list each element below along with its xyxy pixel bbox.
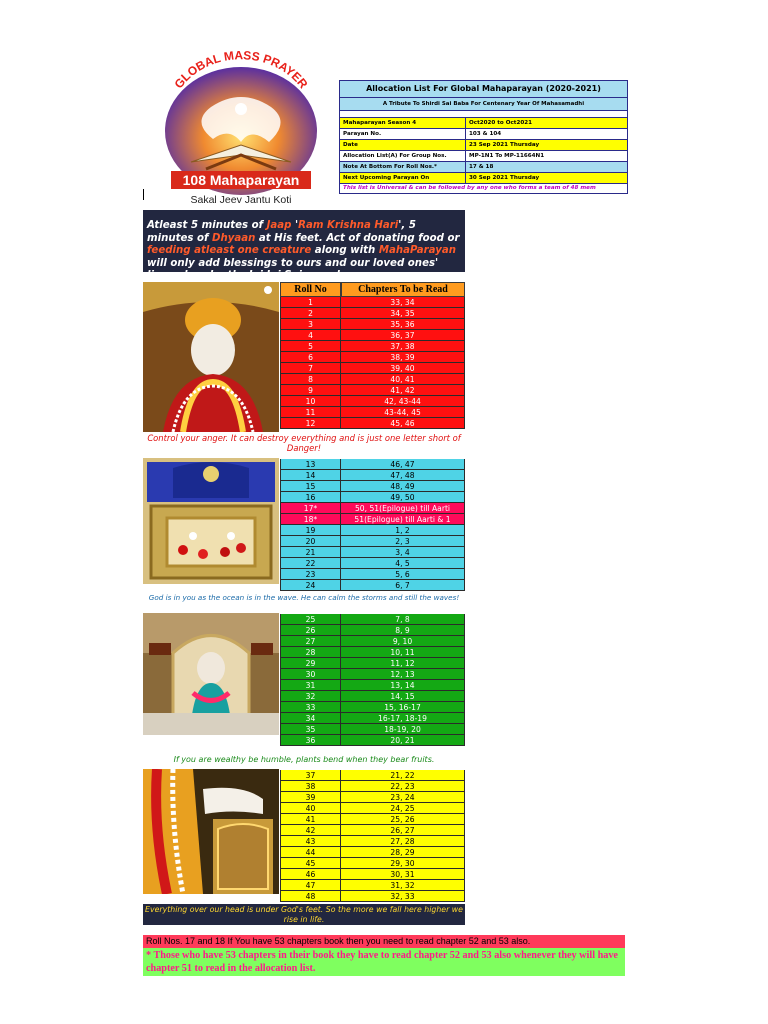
chapters-cell: 13, 14 bbox=[341, 680, 465, 691]
chapters-cell: 5, 6 bbox=[341, 569, 465, 580]
chapters-cell: 31, 32 bbox=[341, 880, 465, 891]
table-row bbox=[280, 407, 465, 418]
header-row-value: 17 & 18 bbox=[469, 164, 494, 170]
header-row-value: MP-1N1 To MP-11664N1 bbox=[469, 153, 545, 159]
table-row bbox=[280, 374, 465, 385]
chapters-cell: 38, 39 bbox=[341, 352, 465, 363]
roll-number-cell: 38 bbox=[280, 781, 341, 792]
header-spacer-row bbox=[340, 111, 627, 118]
allocation-header-table bbox=[339, 80, 628, 194]
banner-highlight: Ram Krishna Hari bbox=[298, 220, 399, 231]
table-row bbox=[280, 713, 465, 724]
header-row-next-parayan bbox=[340, 173, 627, 184]
table-row bbox=[280, 580, 465, 591]
header-row-label: Date bbox=[340, 140, 466, 150]
chapters-cell: 3, 4 bbox=[341, 547, 465, 558]
table-row bbox=[280, 858, 465, 869]
roll-number-cell: 3 bbox=[280, 319, 341, 330]
table-row bbox=[280, 770, 465, 781]
table-row bbox=[280, 547, 465, 558]
banner-highlight: MahaParayan bbox=[378, 245, 457, 257]
table-row bbox=[280, 341, 465, 352]
roll-number-cell: 13 bbox=[280, 459, 341, 470]
allocation-title: Allocation List For Global Mahaparayan (2020-2021) bbox=[340, 81, 627, 98]
chapters-cell: 32, 33 bbox=[341, 891, 465, 902]
table-row bbox=[280, 636, 465, 647]
roll-number-cell: 25 bbox=[280, 614, 341, 625]
roll-number-cell: 16 bbox=[280, 492, 341, 503]
table-row bbox=[280, 319, 465, 330]
logo-graphic bbox=[141, 47, 339, 212]
chapters-cell: 24, 25 bbox=[341, 803, 465, 814]
chapters-cell: 14, 15 bbox=[341, 691, 465, 702]
shrine-photo bbox=[143, 613, 279, 735]
roll-number-cell: 40 bbox=[280, 803, 341, 814]
table-row bbox=[280, 836, 465, 847]
chapters-cell: 50, 51(Epilogue) till Aarti bbox=[341, 503, 465, 514]
roll-number-cell: 19 bbox=[280, 525, 341, 536]
table-row bbox=[280, 385, 465, 396]
allocation-subtitle: A Tribute To Shirdi Sai Baba For Centenary Year Of Mahasamadhi bbox=[340, 98, 627, 111]
table-row bbox=[280, 880, 465, 891]
table-row bbox=[280, 492, 465, 503]
header-row-date bbox=[340, 140, 627, 151]
table-row bbox=[280, 625, 465, 636]
table-row bbox=[280, 735, 465, 746]
roll-number-cell: 4 bbox=[280, 330, 341, 341]
roll-number-cell: 47 bbox=[280, 880, 341, 891]
roll-number-cell: 37 bbox=[280, 770, 341, 781]
table-row bbox=[280, 525, 465, 536]
banner-highlight: Jaap bbox=[266, 220, 292, 231]
chapters-cell: 22, 23 bbox=[341, 781, 465, 792]
chapters-cell: 37, 38 bbox=[341, 341, 465, 352]
footer-roll-note: Roll Nos. 17 and 18 If You have 53 chapters book then you need to read chapter 52 and 53 also. bbox=[143, 935, 625, 948]
quote-ocean: God is in you as the ocean is in the wave. He can calm the storms and still the waves! bbox=[143, 593, 465, 613]
samadhi-image bbox=[143, 458, 279, 584]
roll-number-cell: 48 bbox=[280, 891, 341, 902]
roll-number-cell: 44 bbox=[280, 847, 341, 858]
header-row-label: Mahaparayan Season 4 bbox=[340, 118, 466, 128]
chapters-cell: 6, 7 bbox=[341, 580, 465, 591]
chapters-cell: 49, 50 bbox=[341, 492, 465, 503]
footer-53-chapters-note: * Those who have 53 chapters in their book they have to read chapter 52 and 53 also whenever they will have chapter 51 to read in the allocation list. bbox=[143, 948, 625, 976]
chapters-cell: 1, 2 bbox=[341, 525, 465, 536]
roll-number-cell: 18* bbox=[280, 514, 341, 525]
roll-number-cell: 11 bbox=[280, 407, 341, 418]
roll-number-cell: 24 bbox=[280, 580, 341, 591]
header-row-value: Oct2020 to Oct2021 bbox=[469, 120, 533, 126]
chapters-cell: 21, 22 bbox=[341, 770, 465, 781]
table-row bbox=[280, 396, 465, 407]
chapters-cell: 30, 31 bbox=[341, 869, 465, 880]
roll-number-cell: 15 bbox=[280, 481, 341, 492]
table-row bbox=[280, 869, 465, 880]
chapters-cell: 25, 26 bbox=[341, 814, 465, 825]
table-row bbox=[280, 658, 465, 669]
roll-number-cell: 1 bbox=[280, 297, 341, 308]
banner-text: at His feet. Act of donating food or bbox=[255, 232, 460, 244]
header-row-label: Next Upcoming Parayan On bbox=[340, 173, 466, 183]
chapters-cell: 9, 10 bbox=[341, 636, 465, 647]
roll-number-cell: 8 bbox=[280, 374, 341, 385]
table-row bbox=[280, 814, 465, 825]
table-row bbox=[280, 792, 465, 803]
header-row-value: 103 & 104 bbox=[469, 131, 502, 137]
chapters-cell: 10, 11 bbox=[341, 647, 465, 658]
table-row bbox=[280, 847, 465, 858]
chapters-cell: 48, 49 bbox=[341, 481, 465, 492]
table-row bbox=[280, 680, 465, 691]
chapters-cell: 28, 29 bbox=[341, 847, 465, 858]
prayer-banner bbox=[143, 210, 465, 282]
table-row bbox=[280, 352, 465, 363]
roll-number-cell: 31 bbox=[280, 680, 341, 691]
roll-number-cell: 27 bbox=[280, 636, 341, 647]
header-row-value: 30 Sep 2021 Thursday bbox=[469, 175, 540, 181]
quote-humble: If you are wealthy be humble, plants bend when they bear fruits. bbox=[173, 755, 435, 764]
quote-gods-feet: Everything over our head is under God's feet. So the more we fall here higher we rise in life. bbox=[143, 904, 465, 925]
table-row bbox=[280, 470, 465, 481]
roll-number-cell: 30 bbox=[280, 669, 341, 680]
sai-baba-feet-image bbox=[143, 769, 279, 894]
global-mass-prayer-logo bbox=[141, 47, 339, 212]
table-row bbox=[280, 459, 465, 470]
roll-number-cell: 9 bbox=[280, 385, 341, 396]
chapters-cell: 23, 24 bbox=[341, 792, 465, 803]
chapters-cell: 36, 37 bbox=[341, 330, 465, 341]
roll-number-cell: 35 bbox=[280, 724, 341, 735]
roll-number-cell: 43 bbox=[280, 836, 341, 847]
sai-baba-idol-image bbox=[143, 282, 279, 432]
chapters-cell: 7, 8 bbox=[341, 614, 465, 625]
header-row-label: Allocation List(A) For Group Nos. bbox=[340, 151, 466, 161]
chapters-cell: 45, 46 bbox=[341, 418, 465, 429]
header-row-label: Parayan No. bbox=[340, 129, 466, 139]
banner-text: ' bbox=[291, 220, 299, 231]
roll-number-cell: 28 bbox=[280, 647, 341, 658]
table-row bbox=[280, 702, 465, 713]
logo-tagline: Sakal Jeev Jantu Koti bbox=[190, 194, 292, 206]
table-row bbox=[280, 503, 465, 514]
roll-number-cell: 2 bbox=[280, 308, 341, 319]
roll-number-cell: 20 bbox=[280, 536, 341, 547]
table-row bbox=[280, 418, 465, 429]
roll-number-cell: 41 bbox=[280, 814, 341, 825]
roll-number-cell: 36 bbox=[280, 735, 341, 746]
universal-list-note: This list is Universal & can be followed by any one who forms a team of 48 mem bbox=[340, 184, 627, 193]
chapters-cell: 2, 3 bbox=[341, 536, 465, 547]
banner-text: Atleast 5 minutes of bbox=[147, 220, 267, 231]
roll-number-cell: 21 bbox=[280, 547, 341, 558]
samadhi-photo bbox=[143, 458, 279, 584]
chapters-cell: 16-17, 18-19 bbox=[341, 713, 465, 724]
roll-number-cell: 5 bbox=[280, 341, 341, 352]
table-row bbox=[280, 825, 465, 836]
roll-number-cell: 34 bbox=[280, 713, 341, 724]
roll-number-cell: 45 bbox=[280, 858, 341, 869]
chapters-cell: 34, 35 bbox=[341, 308, 465, 319]
banner-text: ', 5 minutes of bbox=[147, 220, 416, 244]
table-row bbox=[280, 481, 465, 492]
shrine-image bbox=[143, 613, 279, 735]
roll-number-cell: 23 bbox=[280, 569, 341, 580]
roll-number-cell: 14 bbox=[280, 470, 341, 481]
table-row bbox=[280, 647, 465, 658]
roll-number-cell: 32 bbox=[280, 691, 341, 702]
table-row bbox=[280, 363, 465, 374]
roll-number-cell: 33 bbox=[280, 702, 341, 713]
roll-number-cell: 12 bbox=[280, 418, 341, 429]
header-row-group-nos bbox=[340, 151, 627, 162]
chapters-cell: 35, 36 bbox=[341, 319, 465, 330]
chapters-cell: 39, 40 bbox=[341, 363, 465, 374]
table-row bbox=[280, 614, 465, 625]
table-row bbox=[280, 308, 465, 319]
chapters-cell: 43-44, 45 bbox=[341, 407, 465, 418]
roll-number-cell: 29 bbox=[280, 658, 341, 669]
chapters-cell: 40, 41 bbox=[341, 374, 465, 385]
chapters-cell: 4, 5 bbox=[341, 558, 465, 569]
roll-number-cell: 46 bbox=[280, 869, 341, 880]
text-cursor bbox=[143, 189, 144, 200]
chapters-cell: 18-19, 20 bbox=[341, 724, 465, 735]
header-row-label: Note At Bottom For Roll Nos.* bbox=[340, 162, 466, 172]
roll-number-cell: 7 bbox=[280, 363, 341, 374]
table-row bbox=[280, 514, 465, 525]
quote-anger: Control your anger. It can destroy everything and is just one letter short of Danger! bbox=[147, 433, 461, 453]
header-row-note-roll-nos bbox=[340, 162, 627, 173]
header-row-season bbox=[340, 118, 627, 129]
chapters-cell: 51(Epilogue) till Aarti & 1 bbox=[341, 514, 465, 525]
table-row bbox=[280, 691, 465, 702]
sai-baba-photo-1 bbox=[143, 282, 279, 432]
roll-number-cell: 22 bbox=[280, 558, 341, 569]
table-row bbox=[280, 330, 465, 341]
chapters-cell: 11, 12 bbox=[341, 658, 465, 669]
chapters-cell: 8, 9 bbox=[341, 625, 465, 636]
banner-highlight: Dhyaan bbox=[211, 232, 256, 244]
chapters-cell: 41, 42 bbox=[341, 385, 465, 396]
table-row bbox=[280, 781, 465, 792]
chapters-cell: 33, 34 bbox=[341, 297, 465, 308]
chapters-cell: 20, 21 bbox=[341, 735, 465, 746]
column-header-chapters: Chapters To be Read bbox=[341, 282, 465, 297]
chapters-cell: 12, 13 bbox=[341, 669, 465, 680]
chapters-cell: 26, 27 bbox=[341, 825, 465, 836]
roll-number-cell: 10 bbox=[280, 396, 341, 407]
table-row bbox=[280, 297, 465, 308]
column-header-roll-no: Roll No bbox=[280, 282, 341, 297]
banner-text: along with bbox=[311, 245, 379, 257]
table-row bbox=[280, 569, 465, 580]
table-row bbox=[280, 803, 465, 814]
table-row bbox=[280, 669, 465, 680]
roll-number-cell: 42 bbox=[280, 825, 341, 836]
logo-arc-text: GLOBAL MASS PRAYER bbox=[171, 48, 311, 92]
chapters-cell: 46, 47 bbox=[341, 459, 465, 470]
chapters-cell: 27, 28 bbox=[341, 836, 465, 847]
table-row bbox=[280, 724, 465, 735]
roll-number-cell: 39 bbox=[280, 792, 341, 803]
roll-number-cell: 6 bbox=[280, 352, 341, 363]
sai-baba-photo-2 bbox=[143, 769, 279, 894]
roll-number-cell: 17* bbox=[280, 503, 341, 514]
table-row bbox=[280, 891, 465, 902]
roll-number-cell: 26 bbox=[280, 625, 341, 636]
header-row-value: 23 Sep 2021 Thursday bbox=[469, 142, 540, 148]
header-row-parayan-no bbox=[340, 129, 627, 140]
banner-highlight: feeding atleast one creature bbox=[147, 245, 312, 257]
chapters-cell: 42, 43-44 bbox=[341, 396, 465, 407]
chapters-cell: 29, 30 bbox=[341, 858, 465, 869]
chapters-cell: 47, 48 bbox=[341, 470, 465, 481]
table-row bbox=[280, 558, 465, 569]
logo-banner-text: 108 Mahaparayan bbox=[182, 172, 300, 188]
chapters-cell: 15, 16-17 bbox=[341, 702, 465, 713]
table-row bbox=[280, 536, 465, 547]
banner-text: will only add blessings to ours and our loved ones' lives abundantly. Jai Jai Sairam...! bbox=[147, 257, 439, 282]
